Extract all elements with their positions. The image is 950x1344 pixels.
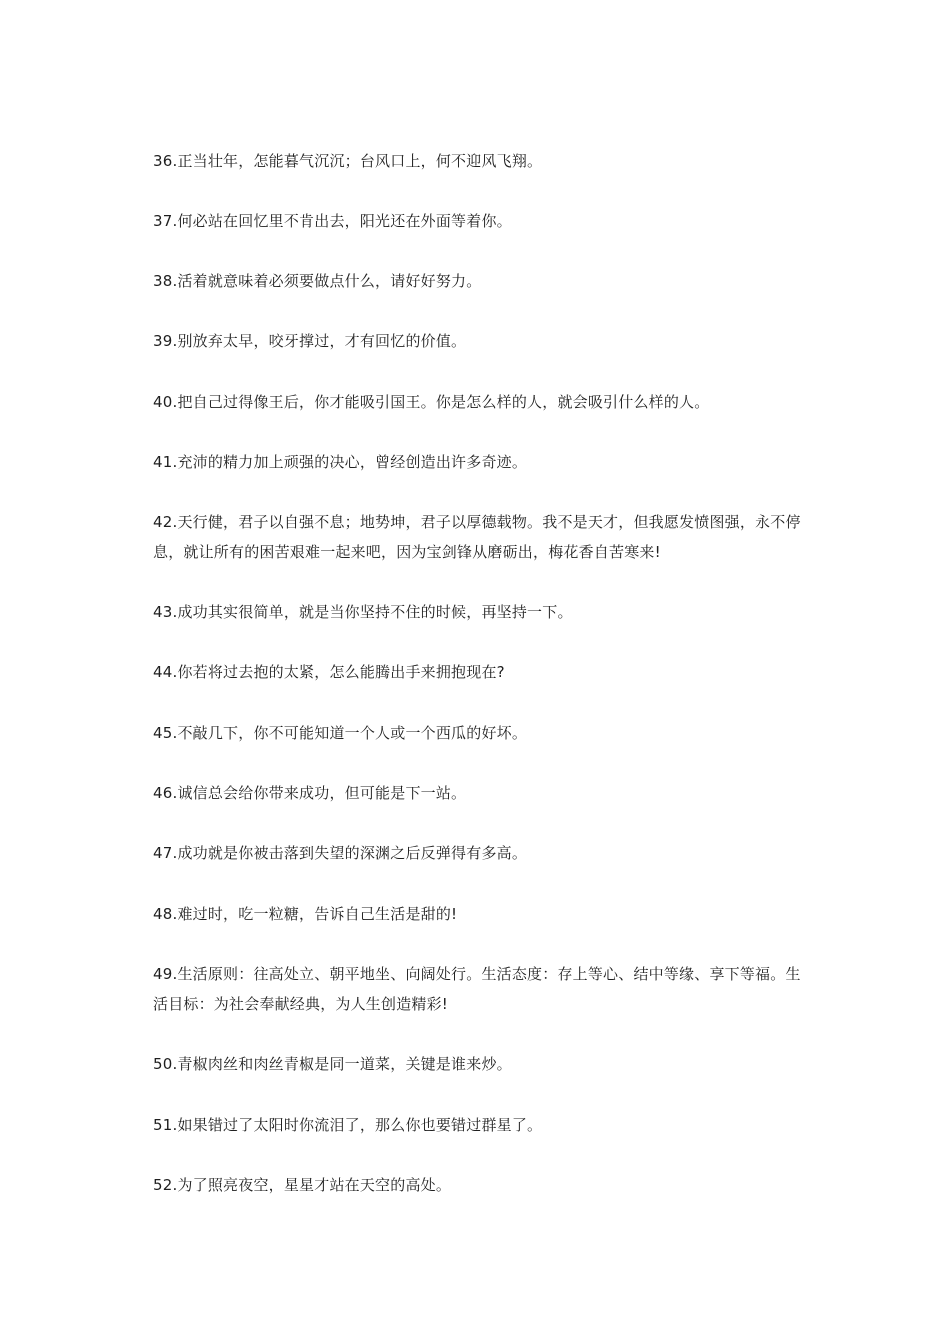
quote-52: 52.为了照亮夜空，星星才站在天空的高处。 <box>153 1176 452 1194</box>
quote-51: 51.如果错过了太阳时你流泪了，那么你也要错过群星了。 <box>153 1116 543 1134</box>
quote-39: 39.别放弃太早，咬牙撑过，才有回忆的价值。 <box>153 332 467 350</box>
quote-50: 50.青椒肉丝和肉丝青椒是同一道菜，关键是谁来炒。 <box>153 1055 512 1073</box>
quote-46: 46.诚信总会给你带来成功，但可能是下一站。 <box>153 784 467 802</box>
quote-38: 38.活着就意味着必须要做点什么，请好好努力。 <box>153 272 482 290</box>
quote-40: 40.把自己过得像王后，你才能吸引国王。你是怎么样的人，就会吸引什么样的人。 <box>153 393 710 411</box>
quote-44: 44.你若将过去抱的太紧，怎么能腾出手来拥抱现在? <box>153 663 505 681</box>
quote-43: 43.成功其实很简单，就是当你坚持不住的时候，再坚持一下。 <box>153 603 573 621</box>
quote-42: 42.天行健，君子以自强不息；地势坤，君子以厚德载物。我不是天才，但我愿发愤图强，永不停息，就让所有的困苦艰难一起来吧，因为宝剑锋从磨砺出，梅花香自苦寒来! <box>153 513 801 561</box>
quote-49: 49.生活原则：往高处立、朝平地坐、向阔处行。生活态度：存上等心、结中等缘、享下等福。生活目标：为社会奉献经典，为人生创造精彩! <box>153 965 801 1013</box>
quote-37: 37.何必站在回忆里不肯出去，阳光还在外面等着你。 <box>153 212 512 230</box>
quote-41: 41.充沛的精力加上顽强的决心，曾经创造出许多奇迹。 <box>153 453 528 471</box>
quote-48: 48.难过时，吃一粒糖，告诉自己生活是甜的! <box>153 905 458 923</box>
quote-45: 45.不敲几下，你不可能知道一个人或一个西瓜的好坏。 <box>153 724 528 742</box>
quote-36: 36.正当壮年，怎能暮气沉沉；台风口上，何不迎风飞翔。 <box>153 152 543 170</box>
quote-47: 47.成功就是你被击落到失望的深渊之后反弹得有多高。 <box>153 844 528 862</box>
